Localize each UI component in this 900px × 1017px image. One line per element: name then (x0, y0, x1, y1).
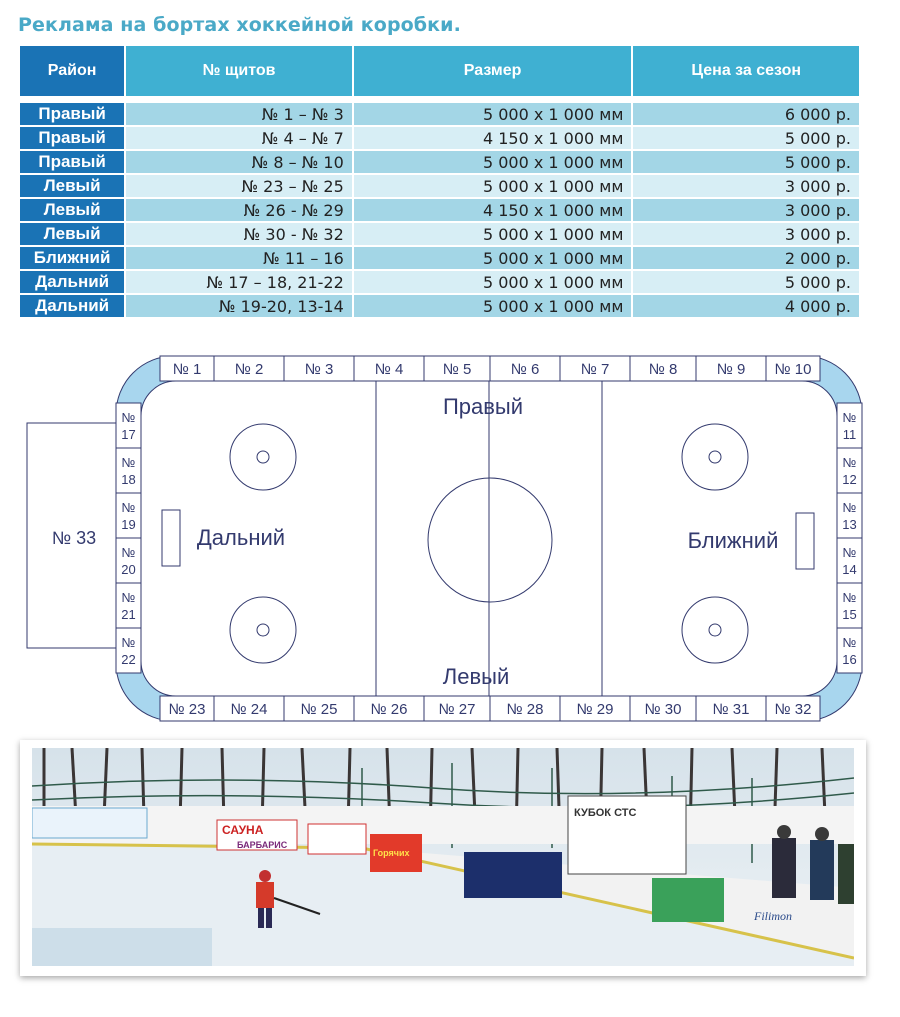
cell-boards: № 11 – 16 (126, 247, 352, 269)
cell-size: 4 150 х 1 000 мм (354, 127, 632, 149)
table-row (20, 175, 859, 197)
left-board-label: 21 (121, 607, 136, 622)
table-row (20, 103, 859, 125)
cell-price: 5 000 р. (633, 127, 859, 149)
cell-size: 5 000 х 1 000 мм (354, 247, 632, 269)
table-row (20, 295, 859, 317)
cell-region: Правый (20, 127, 124, 149)
cell-price: 5 000 р. (633, 271, 859, 293)
cell-price: 2 000 р. (633, 247, 859, 269)
table-row (20, 127, 859, 149)
bottom-board-label: № 28 (506, 701, 544, 718)
header-size: Размер (354, 46, 632, 96)
cell-size: 5 000 х 1 000 мм (354, 103, 632, 125)
header-board-numbers: № щитов (126, 46, 352, 96)
right-board-prefix: № (842, 455, 857, 470)
cell-boards: № 23 – № 25 (126, 175, 352, 197)
cell-size: 5 000 х 1 000 мм (354, 175, 632, 197)
photo-frame (20, 740, 866, 976)
left-board-prefix: № (121, 545, 136, 560)
ice-shadow (32, 928, 212, 966)
cell-boards: № 4 – № 7 (126, 127, 352, 149)
cell-region: Правый (20, 151, 124, 173)
top-board-label: № 7 (580, 361, 610, 378)
left-board-prefix: № (121, 410, 136, 425)
top-board-label: № 6 (510, 361, 540, 378)
zone-label-right: Ближний (687, 528, 779, 553)
cell-price: 4 000 р. (633, 295, 859, 317)
top-board-label: № 10 (774, 361, 812, 378)
zone-label-left: Дальний (196, 525, 286, 550)
cell-price: 3 000 р. (633, 199, 859, 221)
cell-boards: № 1 – № 3 (126, 103, 352, 125)
right-board-prefix: № (842, 545, 857, 560)
table-row (20, 223, 859, 245)
header-region: Район (20, 46, 124, 96)
left-board-label: 20 (121, 562, 136, 577)
bottom-board-label: № 23 (168, 701, 206, 718)
left-board-prefix: № (121, 455, 136, 470)
price-table (18, 44, 861, 319)
bottom-board-label: № 29 (576, 701, 614, 718)
cell-price: 6 000 р. (633, 103, 859, 125)
top-board-label: № 2 (234, 361, 264, 378)
banner-cart (308, 824, 366, 854)
top-board-label: № 1 (172, 361, 202, 378)
right-board-label: 11 (842, 427, 857, 442)
cell-size: 5 000 х 1 000 мм (354, 223, 632, 245)
banner-cup-text: КУБОК СТС (574, 807, 637, 819)
top-board-label: № 3 (304, 361, 334, 378)
right-board-prefix: № (842, 635, 857, 650)
extra-board-33-label: № 33 (51, 528, 97, 548)
top-board-label: № 9 (716, 361, 746, 378)
cell-boards: № 26 - № 29 (126, 199, 352, 221)
right-board-label: 16 (842, 652, 857, 667)
left-board-label: 19 (121, 517, 136, 532)
bottom-board-label: № 25 (300, 701, 338, 718)
table-row (20, 271, 859, 293)
table-row (20, 247, 859, 269)
cell-size: 5 000 х 1 000 мм (354, 271, 632, 293)
banner-filimon-text: Filimon (754, 909, 792, 923)
bottom-board-label: № 26 (370, 701, 408, 718)
bottom-board-label: № 27 (438, 701, 476, 718)
cell-boards: № 19-20, 13-14 (126, 295, 352, 317)
cell-size: 5 000 х 1 000 мм (354, 151, 632, 173)
cell-price: 3 000 р. (633, 223, 859, 245)
table-body (20, 98, 859, 317)
far-board (32, 806, 854, 844)
table-row (20, 199, 859, 221)
right-board-label: 15 (842, 607, 857, 622)
goal-left (162, 510, 180, 566)
banner-blue (464, 852, 562, 898)
left-board-prefix: № (121, 500, 136, 515)
page-title: Реклама на бортах хоккейной коробки. (18, 14, 461, 36)
cell-region: Ближний (20, 247, 124, 269)
right-board-prefix: № (842, 410, 857, 425)
zone-label-top: Правый (442, 394, 524, 419)
banner-green (652, 878, 724, 922)
cell-price: 3 000 р. (633, 175, 859, 197)
table-header-row (20, 46, 859, 96)
bottom-board-label: № 24 (230, 701, 268, 718)
top-board-label: № 4 (374, 361, 404, 378)
table-row (20, 151, 859, 173)
left-board-prefix: № (121, 590, 136, 605)
right-board-label: 12 (842, 472, 857, 487)
cell-size: 5 000 х 1 000 мм (354, 295, 632, 317)
right-board-prefix: № (842, 590, 857, 605)
right-board-label: 13 (842, 517, 857, 532)
bottom-board-label: № 30 (644, 701, 682, 718)
banner-hot-text: Горячих (373, 848, 410, 858)
cell-boards: № 30 - № 32 (126, 223, 352, 245)
top-board-label: № 5 (442, 361, 472, 378)
cell-boards: № 8 – № 10 (126, 151, 352, 173)
zone-label-bottom: Левый (442, 664, 510, 689)
banner-sauna-text: САУНА (222, 823, 264, 837)
banner-water (32, 808, 147, 838)
cell-region: Левый (20, 223, 124, 245)
top-board-label: № 8 (648, 361, 678, 378)
goal-right (796, 513, 814, 569)
header-price: Цена за сезон (633, 46, 859, 96)
rink-diagram (0, 350, 900, 730)
bottom-board-label: № 32 (774, 701, 812, 718)
rink-photo (32, 748, 854, 966)
bottom-board-label: № 31 (712, 701, 750, 718)
cell-price: 5 000 р. (633, 151, 859, 173)
banner-barbaris-text: БАРБАРИС (237, 840, 288, 850)
right-board-prefix: № (842, 500, 857, 515)
left-board-label: 18 (121, 472, 136, 487)
right-board-label: 14 (842, 562, 857, 577)
table-spacer (20, 98, 859, 101)
cell-size: 4 150 х 1 000 мм (354, 199, 632, 221)
cell-region: Дальний (20, 295, 124, 317)
left-board-label: 17 (121, 427, 136, 442)
cell-region: Левый (20, 199, 124, 221)
cell-boards: № 17 – 18, 21-22 (126, 271, 352, 293)
cell-region: Правый (20, 103, 124, 125)
left-board-prefix: № (121, 635, 136, 650)
cell-region: Дальний (20, 271, 124, 293)
left-board-label: 22 (121, 652, 136, 667)
cell-region: Левый (20, 175, 124, 197)
